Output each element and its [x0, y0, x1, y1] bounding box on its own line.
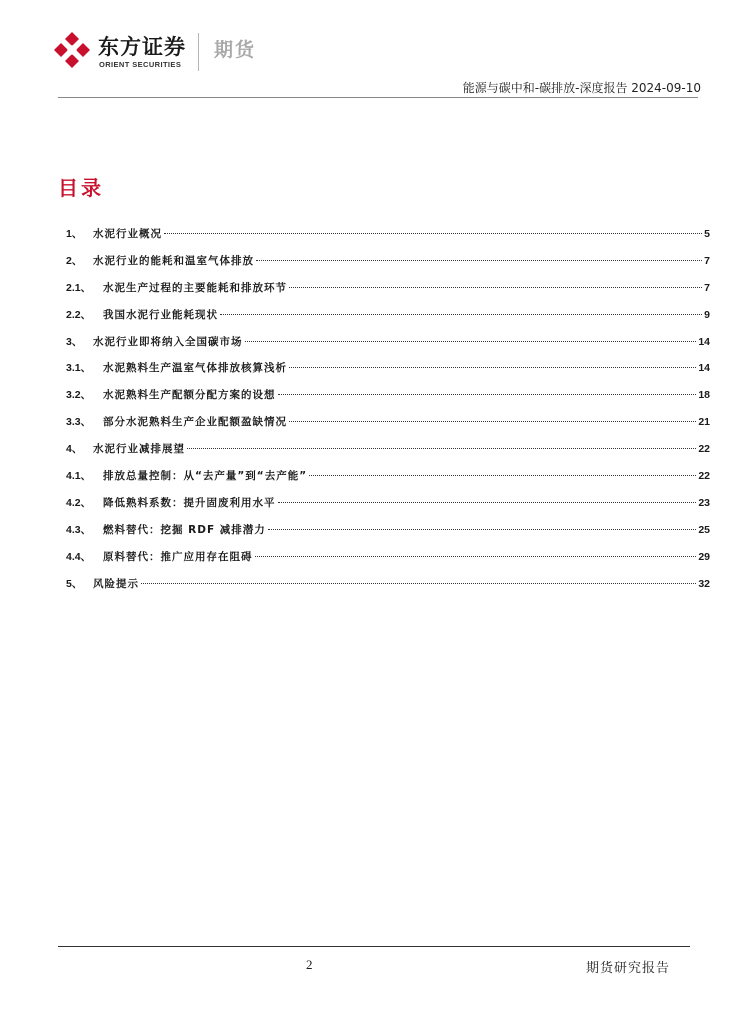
table-of-contents: [66, 226, 710, 602]
toc-entry-title: 水泥行业即将纳入全国碳市场: [93, 335, 243, 348]
toc-entry-title: 水泥行业减排展望: [93, 443, 185, 456]
toc-dot-leader: [289, 367, 696, 368]
toc-entry[interactable]: [66, 468, 710, 495]
toc-dot-leader: [187, 448, 696, 449]
toc-dot-leader: [309, 475, 696, 476]
toc-entry[interactable]: [66, 522, 710, 549]
toc-entry-page: 7: [704, 254, 710, 267]
toc-entry-page: 32: [698, 577, 710, 590]
toc-dot-leader: [255, 556, 697, 557]
header-rule: [58, 97, 698, 98]
toc-entry[interactable]: [66, 253, 710, 280]
toc-entry-page: 18: [698, 389, 710, 402]
toc-entry-title: 原料替代：推广应用存在阻碍: [103, 550, 253, 563]
toc-entry-page: 22: [698, 443, 710, 456]
toc-entry[interactable]: [66, 360, 710, 387]
toc-dot-leader: [141, 583, 696, 584]
toc-entry[interactable]: [66, 549, 710, 576]
report-category-date: 能源与碳中和-碳排放-深度报告 2024-09-10: [462, 81, 701, 95]
toc-dot-leader: [289, 421, 696, 422]
toc-entry[interactable]: [66, 334, 710, 361]
toc-entry-title: 水泥生产过程的主要能耗和排放环节: [103, 281, 287, 294]
toc-entry-number: 3.1、: [66, 362, 92, 375]
brand-subsidiary: 期货: [214, 39, 257, 61]
page-header: [0, 0, 755, 100]
toc-entry-number: 4.1、: [66, 470, 92, 483]
toc-entry[interactable]: [66, 226, 710, 253]
toc-entry-number: 2、: [66, 254, 83, 267]
toc-entry-number: 4.3、: [66, 523, 92, 536]
toc-entry-number: 4.2、: [66, 496, 92, 509]
toc-entry-number: 4、: [66, 443, 83, 456]
toc-dot-leader: [256, 260, 702, 261]
toc-entry-title: 我国水泥行业能耗现状: [103, 308, 218, 321]
toc-entry[interactable]: [66, 307, 710, 334]
toc-entry-page: 29: [698, 550, 710, 563]
toc-entry-page: 21: [698, 416, 710, 429]
toc-title: 目录: [58, 176, 104, 200]
toc-dot-leader: [164, 233, 702, 234]
toc-entry[interactable]: [66, 441, 710, 468]
toc-entry-page: 14: [698, 362, 710, 375]
toc-entry[interactable]: [66, 414, 710, 441]
toc-entry-number: 1、: [66, 228, 83, 240]
orient-securities-logo-icon: [52, 30, 92, 70]
toc-entry-number: 3、: [66, 335, 83, 348]
toc-entry[interactable]: [66, 576, 710, 603]
toc-entry-title: 水泥熟料生产温室气体排放核算浅析: [103, 362, 287, 375]
footer-rule: [58, 946, 690, 947]
toc-dot-leader: [278, 394, 697, 395]
toc-entry-title: 水泥熟料生产配额分配方案的设想: [103, 389, 276, 402]
toc-dot-leader: [220, 314, 702, 315]
toc-entry-title: 降低熟料系数：提升固废利用水平: [103, 496, 276, 509]
toc-dot-leader: [245, 341, 697, 342]
toc-entry-number: 2.2、: [66, 308, 92, 321]
footer-label: 期货研究报告: [586, 961, 671, 976]
page-number: 2: [306, 957, 313, 972]
toc-dot-leader: [268, 529, 697, 530]
toc-entry-page: 23: [698, 496, 710, 509]
toc-entry-title: 排放总量控制：从“去产量”到“去产能”: [103, 470, 308, 483]
toc-entry-title: 水泥行业概况: [93, 228, 162, 240]
toc-dot-leader: [278, 502, 697, 503]
brand-name-english: ORIENT SECURITIES: [99, 60, 182, 69]
toc-entry-title: 燃料替代：挖掘 RDF 减排潜力: [103, 523, 266, 536]
toc-entry-number: 4.4、: [66, 550, 92, 563]
toc-entry-page: 14: [698, 335, 710, 348]
toc-entry-number: 2.1、: [66, 281, 92, 294]
toc-entry[interactable]: [66, 387, 710, 414]
toc-dot-leader: [289, 287, 702, 288]
toc-entry-title: 水泥行业的能耗和温室气体排放: [93, 254, 254, 267]
toc-entry-number: 3.3、: [66, 416, 92, 429]
toc-entry-page: 7: [704, 281, 710, 294]
toc-entry-page: 25: [698, 523, 710, 536]
toc-entry[interactable]: [66, 495, 710, 522]
toc-entry-page: 22: [698, 470, 710, 483]
toc-entry[interactable]: [66, 280, 710, 307]
toc-entry-page: 5: [704, 228, 710, 240]
toc-entry-title: 风险提示: [93, 577, 139, 590]
toc-entry-number: 5、: [66, 577, 83, 590]
brand-divider: [198, 33, 199, 71]
toc-entry-page: 9: [704, 308, 710, 321]
toc-entry-number: 3.2、: [66, 389, 92, 402]
toc-entry-title: 部分水泥熟料生产企业配额盈缺情况: [103, 416, 287, 429]
brand-name: 东方证券: [98, 35, 186, 59]
